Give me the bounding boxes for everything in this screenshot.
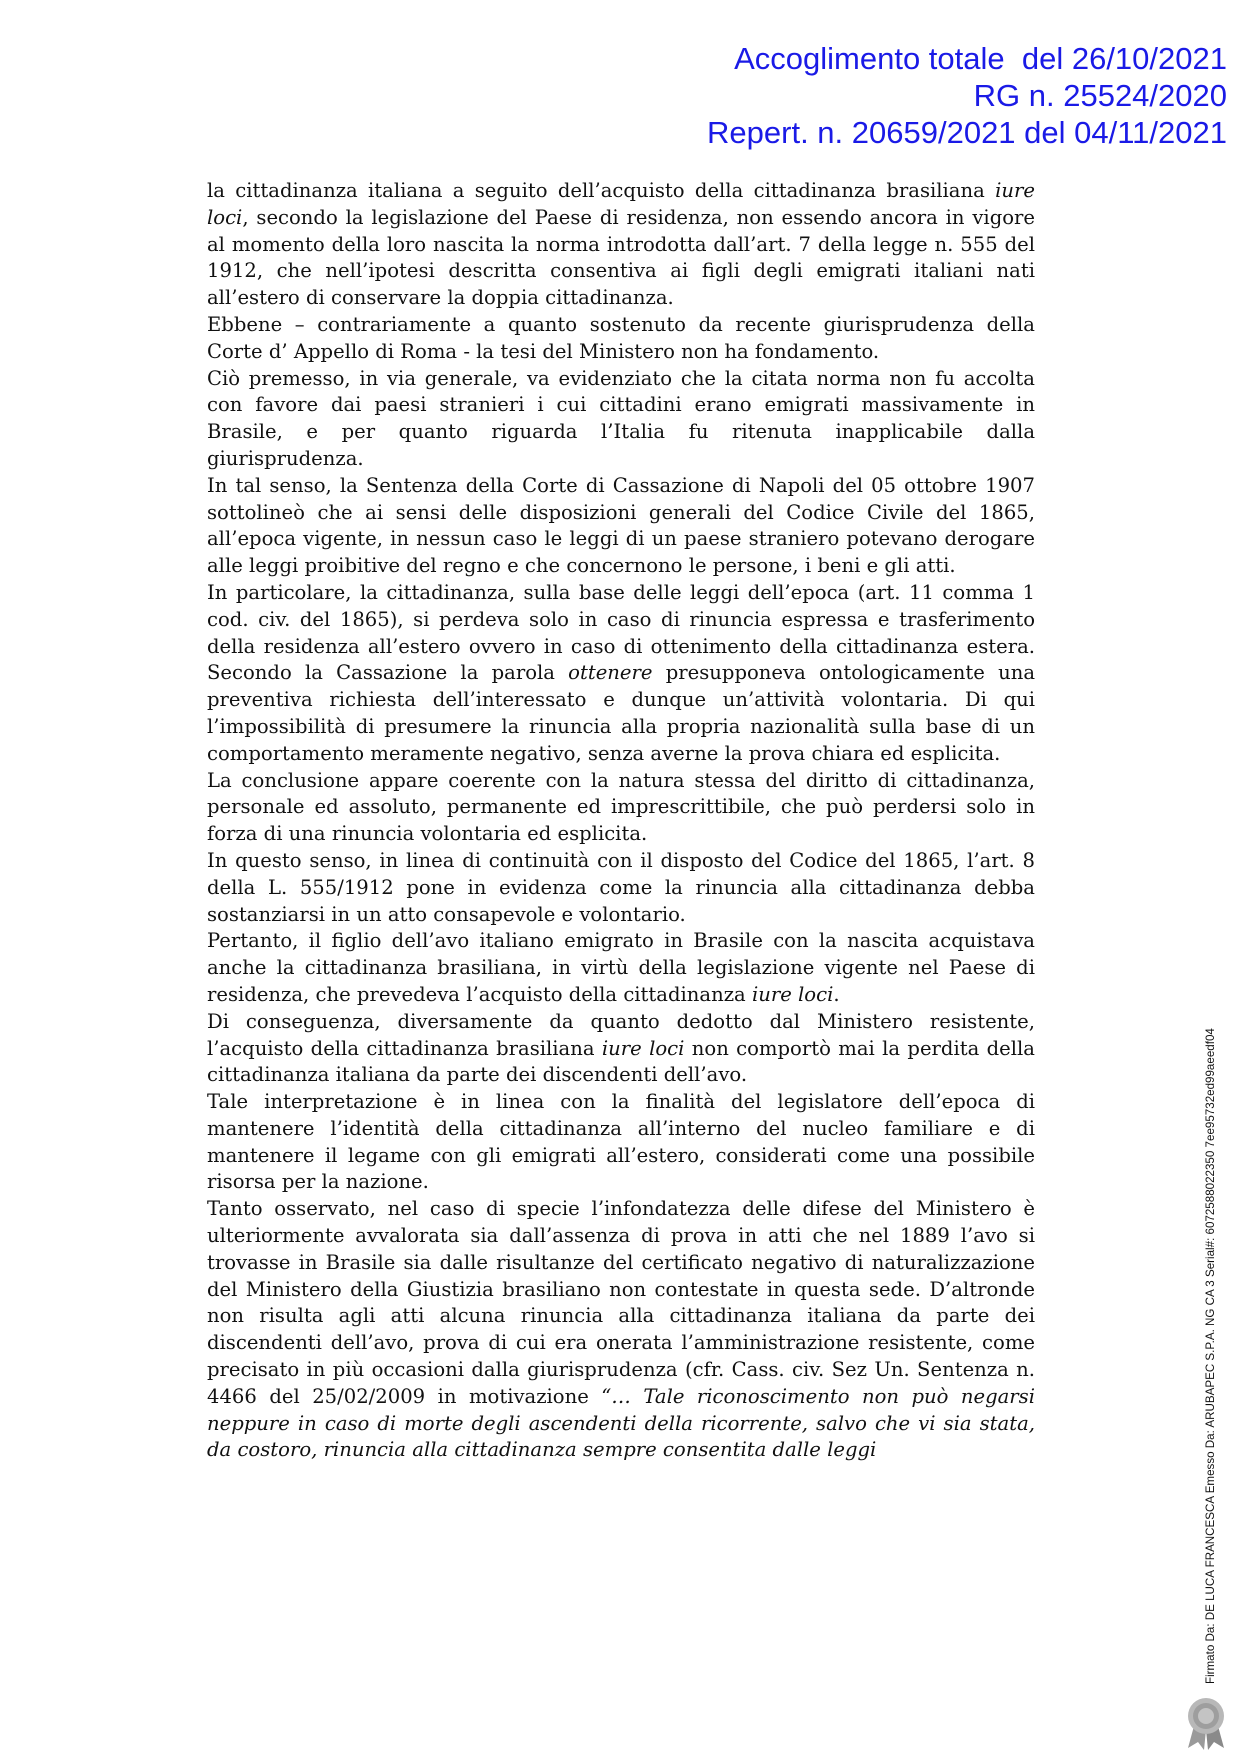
italic-text: iure loci xyxy=(601,1036,685,1060)
italic-text: “… Tale riconoscimento non può negarsi neppure in caso di morte degli ascendenti della ricorrente, salvo che vi sia stata, da costoro, rinuncia alla cittadinanza sempre consentita dalle leggi xyxy=(207,1384,1035,1462)
paragraph-text: , secondo la legislazione del Paese di residenza, non essendo ancora in vigore al momento della loro nascita la norma introdotta dall’art. 7 della legge n. 555 del 1912, che nell’ipotesi descritta consentiva ai figli degli emigrati italiani nati all’estero di conservare la doppia cittadinanza. xyxy=(207,205,1035,310)
paragraph-text: La conclusione appare coerente con la natura stessa del diritto di cittadinanza, personale ed assoluto, permanente ed imprescrittibile, che può perdersi solo in forza di una rinuncia volontaria ed esplicita. xyxy=(207,768,1035,846)
paragraph-text: Ciò premesso, in via generale, va evidenziato che la citata norma non fu accolta con favore dai paesi stranieri i cui cittadini erano emigrati massivamente in Brasile, e per quanto riguarda l’Italia fu ritenuta inapplicabile dalla giurisprudenza. xyxy=(207,366,1035,470)
paragraph-text: la cittadinanza italiana a seguito dell’acquisto della cittadinanza brasiliana xyxy=(207,179,996,202)
document-header xyxy=(707,40,1227,151)
paragraph-text: Tale interpretazione è in linea con la finalità del legislatore dell’epoca di mantenere l’identità della cittadinanza all’interno del nucleo familiare e di mantenere il legame con gli emigrati all’estero, considerati come una possibile risorsa per la nazione. xyxy=(207,1090,1035,1194)
document-body xyxy=(207,178,1035,1464)
digital-signature-stamp: Firmato Da: DE LUCA FRANCESCA Emesso Da: ARUBAPEC S.P.A. NG CA 3 Serial#: 6072588022350 7ee95732ed99aeedf04 xyxy=(1204,1028,1217,1684)
italic-text: iure loci xyxy=(207,179,1035,229)
italic-text: ottenere xyxy=(568,661,653,685)
body-paragraph xyxy=(207,178,1035,312)
paragraph-text: . xyxy=(833,982,840,1006)
paragraph-text: Pertanto, il figlio dell’avo italiano emigrato in Brasile con la nascita acquistava anche la cittadinanza brasiliana, in virtù della legislazione vigente nel Paese di residenza, che prevedeva l’acquisto della cittadinanza xyxy=(207,929,1035,1006)
paragraph-text: In questo senso, in linea di continuità con il disposto del Codice del 1865, l’art. 8 della L. 555/1912 pone in evidenza come la rinuncia alla cittadinanza debba sostanziarsi in un atto consapevole e volontario. xyxy=(207,848,1035,926)
body-paragraph xyxy=(207,312,1035,366)
paragraph-text: Ebbene – contrariamente a quanto sostenuto da recente giurisprudenza della Corte d’ Appello di Roma - la tesi del Ministero non ha fondamento. xyxy=(207,312,1035,363)
header-decision: Accoglimento totale del 26/10/2021 xyxy=(734,41,1227,76)
body-paragraph xyxy=(207,928,1035,1008)
paragraph-text: presupponeva ontologicamente una preventiva richiesta dell’interessato e dunque un’attività volontaria. Di qui l’impossibilità di presumere la rinuncia alla propria nazionalità sulla base di un comportamento meramente negativo, senza averne la prova chiara ed esplicita. xyxy=(207,661,1035,765)
body-paragraph xyxy=(207,366,1035,473)
body-paragraph xyxy=(207,1089,1035,1196)
header-rg-number: RG n. 25524/2020 xyxy=(973,78,1227,113)
paragraph-text: Tanto osservato, nel caso di specie l’infondatezza delle difese del Ministero è ulteriormente avvalorata sia dall’assenza di prova in atti che nel 1889 l’avo si trovasse in Brasile sia dalle risultanze del certificato negativo di naturalizzazione del Ministero della Giustizia brasiliano non contestate in questa sede. D’altronde non risulta agli atti alcuna rinuncia alla cittadinanza italiana da parte dei discendenti dell’avo, prova di cui era onerata l’amministrazione resistente, come precisato in più occasioni dalla giurisprudenza (cfr. Cass. civ. Sez Un. Sentenza n. 4466 del 25/02/2009 in motivazione xyxy=(207,1197,1035,1408)
header-repert-number: Repert. n. 20659/2021 del 04/11/2021 xyxy=(707,115,1227,150)
body-paragraph xyxy=(207,1196,1035,1464)
body-paragraph xyxy=(207,473,1035,580)
paragraph-text: non comportò mai la perdita della cittadinanza italiana da parte dei discendenti dell’avo. xyxy=(207,1036,1035,1087)
body-paragraph xyxy=(207,768,1035,848)
paragraph-text: In particolare, la cittadinanza, sulla base delle leggi dell’epoca (art. 11 comma 1 cod. civ. del 1865), si perdeva solo in caso di rinuncia espressa e trasferimento della residenza all’estero ovvero in caso di ottenimento della cittadinanza estera. Secondo la Cassazione la parola xyxy=(207,580,1035,685)
paragraph-text: Di conseguenza, diversamente da quanto dedotto dal Ministero resistente, l’acquisto della cittadinanza brasiliana xyxy=(207,1009,1035,1060)
italic-text: iure loci xyxy=(751,982,834,1006)
body-paragraph xyxy=(207,848,1035,928)
seal-icon xyxy=(1184,1696,1228,1750)
paragraph-text: In tal senso, la Sentenza della Corte di Cassazione di Napoli del 05 ottobre 1907 sottolineò che ai sensi delle disposizioni generali del Codice Civile del 1865, all’epoca vigente, in nessun caso le leggi di un paese straniero potevano derogare alle leggi proibitive del regno e che concernono le persone, i beni e gli atti. xyxy=(207,473,1035,578)
body-paragraph xyxy=(207,580,1035,768)
body-paragraph xyxy=(207,1009,1035,1089)
